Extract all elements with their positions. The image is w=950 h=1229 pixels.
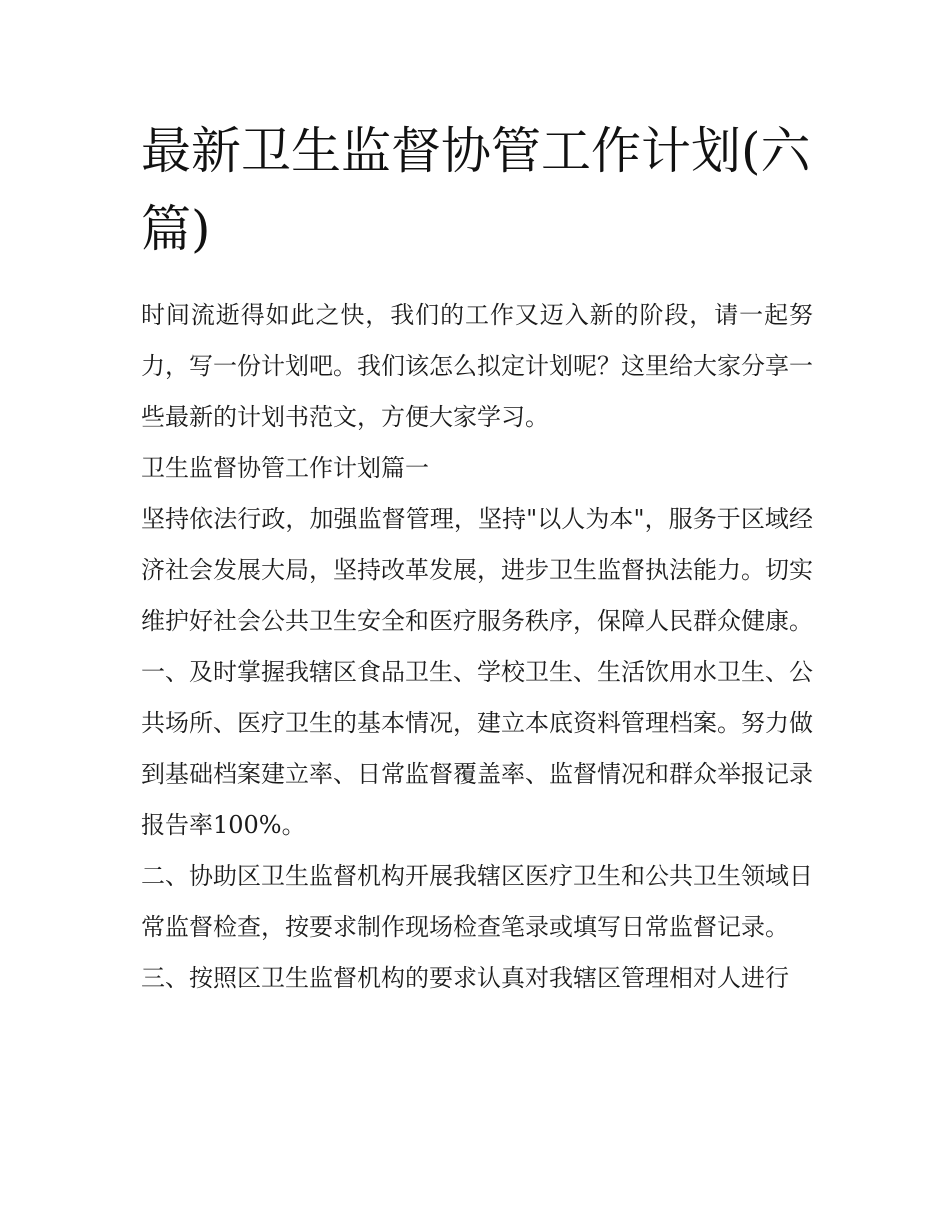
body-paragraph: 二、协助区卫生监督机构开展我辖区医疗卫生和公共卫生领域日常监督检查，按要求制作现场检查笔录或填写日常监督记录。: [141, 862, 813, 941]
body-paragraph: 一、及时掌握我辖区食品卫生、学校卫生、生活饮用水卫生、公共场所、医疗卫生的基本情况，建立本底资料管理档案。努力做到基础档案建立率、日常监督覆盖率、监督情况和群众举报记录报告率100%。: [141, 658, 813, 839]
body-paragraph: 坚持依法行政，加强监督管理，坚持"以人为本"，服务于区域经济社会发展大局，坚持改革发展，进步卫生监督执法能力。切实维护好社会公共卫生安全和医疗服务秩序，保障人民群众健康。: [141, 505, 813, 635]
document-title: 最新卫生监督协管工作计划(六篇): [141, 122, 811, 258]
document-content: [141, 112, 813, 1004]
body-paragraph: 三、按照区卫生监督机构的要求认真对我辖区管理相对人进行: [141, 964, 789, 992]
section-heading: 卫生监督协管工作计划篇一: [141, 454, 429, 482]
intro-paragraph: 时间流逝得如此之快，我们的工作又迈入新的阶段，请一起努力，写一份计划吧。我们该怎么拟定计划呢？这里给大家分享一些最新的计划书范文，方便大家学习。: [141, 301, 813, 431]
document-body: [141, 290, 813, 1004]
